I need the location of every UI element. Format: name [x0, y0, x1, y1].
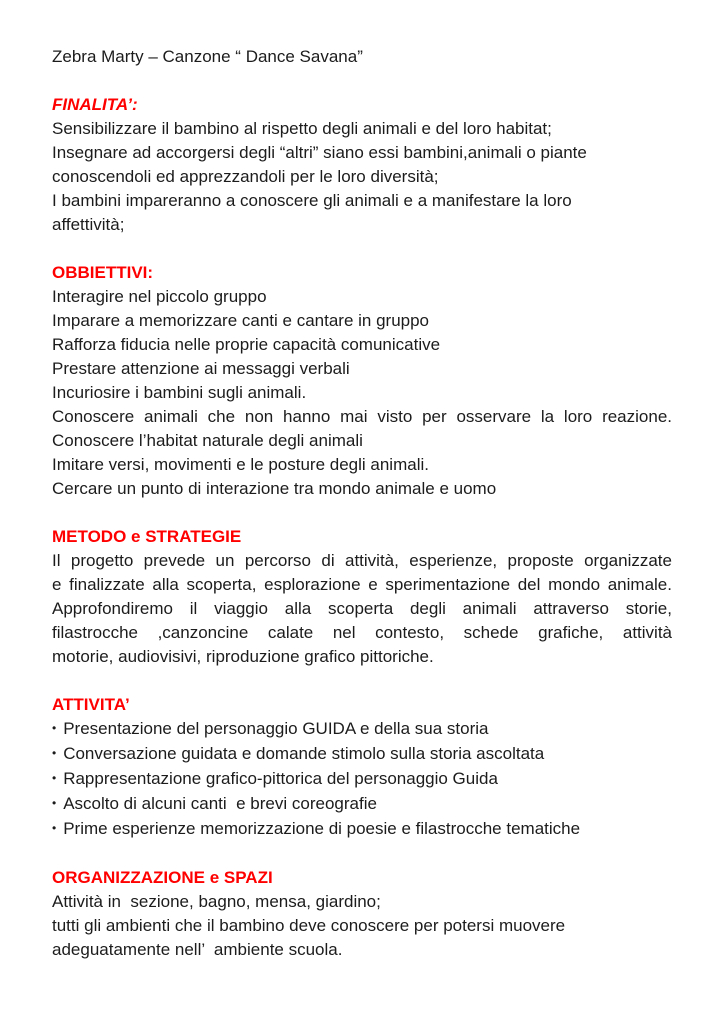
- bullet-item-text: Prime esperienze memorizzazione di poesie e filastrocche tematiche: [63, 819, 581, 838]
- text-line: Conoscere animali che non hanno mai visto per osservare la loro reazione.: [52, 407, 672, 426]
- bullet-item: [52, 817, 672, 842]
- text-line: Conoscere l’habitat naturale degli animali: [52, 431, 363, 450]
- bullet-icon: •: [52, 796, 57, 810]
- text-line: Approfondiremo il viaggio alla scoperta degli animali attraverso storie,: [52, 599, 672, 618]
- bullet-item-text: Presentazione del personaggio GUIDA e della sua storia: [63, 719, 489, 738]
- bullet-item-text: Ascolto di alcuni canti e brevi coreografie: [63, 794, 377, 813]
- bullet-icon: •: [52, 821, 57, 835]
- text-line: affettività;: [52, 215, 125, 234]
- bullet-item-text: Rappresentazione grafico-pittorica del personaggio Guida: [63, 769, 498, 788]
- text-line: Imitare versi, movimenti e le posture degli animali.: [52, 455, 429, 474]
- bullet-item-text: Conversazione guidata e domande stimolo sulla storia ascoltata: [63, 744, 545, 763]
- text-line: adeguatamente nell’ ambiente scuola.: [52, 940, 343, 959]
- text-line: motorie, audiovisivi, riproduzione grafico pittoriche.: [52, 647, 434, 666]
- bullet-item: [52, 767, 672, 792]
- bullet-icon: •: [52, 721, 57, 735]
- bullet-icon: •: [52, 746, 57, 760]
- text-line: Incuriosire i bambini sugli animali.: [52, 383, 307, 402]
- bullet-item: [52, 792, 672, 817]
- text-line: Prestare attenzione ai messaggi verbali: [52, 359, 350, 378]
- text-line: Sensibilizzare il bambino al rispetto degli animali e del loro habitat;: [52, 119, 552, 138]
- section-heading: METODO e STRATEGIE: [52, 527, 242, 546]
- document-sections: [52, 93, 672, 962]
- text-line: filastrocche ,canzoncine calate nel contesto, schede grafiche, attività: [52, 623, 672, 642]
- section-attivita: [52, 693, 672, 842]
- text-line: Rafforza fiducia nelle proprie capacità comunicative: [52, 335, 441, 354]
- document-title: Zebra Marty – Canzone “ Dance Savana”: [52, 47, 363, 66]
- text-line: Insegnare ad accorgersi degli “altri” siano essi bambini,animali o piante: [52, 143, 587, 162]
- text-line: Imparare a memorizzare canti e cantare in gruppo: [52, 311, 430, 330]
- section-heading: OBBIETTIVI:: [52, 263, 154, 282]
- section-organizzazione-e-spazi: [52, 866, 672, 962]
- text-line: Attività in sezione, bagno, mensa, giardino;: [52, 892, 381, 911]
- document-content: [52, 45, 672, 962]
- text-line: Interagire nel piccolo gruppo: [52, 287, 267, 306]
- text-line: tutti gli ambienti che il bambino deve conoscere per potersi muovere: [52, 916, 566, 935]
- section-heading: FINALITA’:: [52, 95, 138, 114]
- section-heading: ORGANIZZAZIONE e SPAZI: [52, 868, 273, 887]
- text-line: e finalizzate alla scoperta, esplorazione e sperimentazione del mondo animale.: [52, 575, 672, 594]
- text-line: Cercare un punto di interazione tra mondo animale e uomo: [52, 479, 497, 498]
- section-metodo-e-strategie: [52, 525, 672, 669]
- section-heading: ATTIVITA’: [52, 695, 130, 714]
- bullet-item: [52, 717, 672, 742]
- bullet-icon: •: [52, 771, 57, 785]
- text-line: I bambini impareranno a conoscere gli animali e a manifestare la loro: [52, 191, 572, 210]
- bullet-item: [52, 742, 672, 767]
- text-line: Il progetto prevede un percorso di attività, esperienze, proposte organizzate: [52, 551, 672, 570]
- text-line: conoscendoli ed apprezzandoli per le loro diversità;: [52, 167, 439, 186]
- section-finalita: [52, 93, 672, 237]
- section-obbiettivi: [52, 261, 672, 501]
